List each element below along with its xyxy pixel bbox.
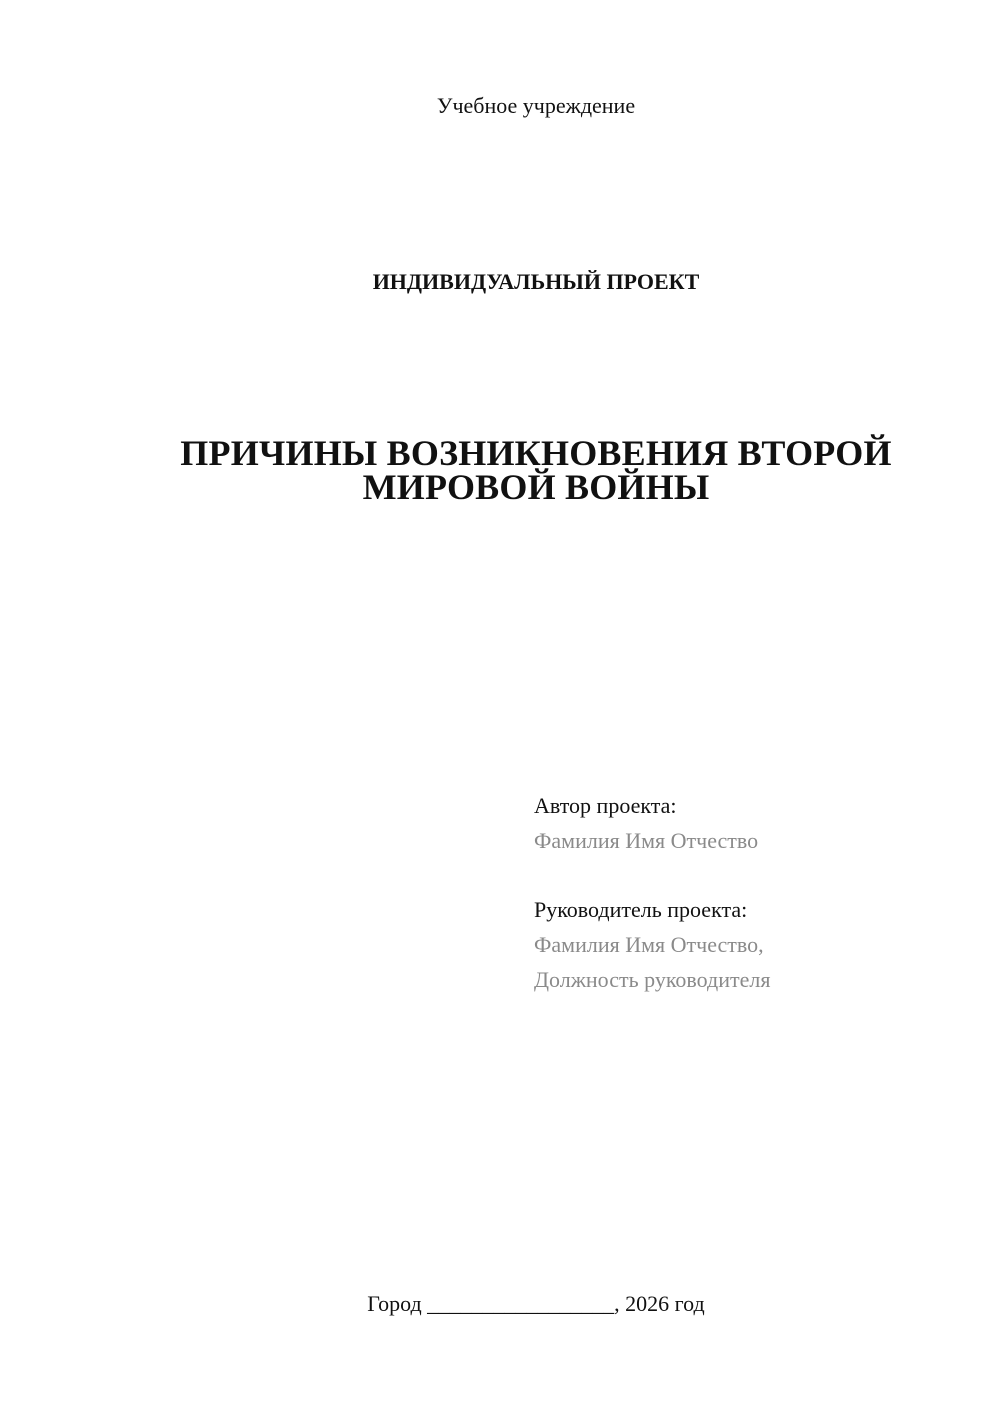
- project-title: [0, 433, 1000, 507]
- city-year-line: Город _________________, 2026 год: [367, 1291, 705, 1316]
- credits-spacer: [534, 858, 974, 892]
- document-type: ИНДИВИДУАЛЬНЫЙ ПРОЕКТ: [372, 269, 700, 294]
- credits-block: [534, 788, 974, 997]
- supervisor-name: Фамилия Имя Отчество,: [534, 932, 764, 957]
- supervisor-label: Руководитель проекта:: [534, 897, 748, 922]
- supervisor-position: Должность руководителя: [534, 967, 771, 992]
- author-name: Фамилия Имя Отчество: [534, 828, 759, 853]
- institution-name: Учебное учреждение: [436, 93, 636, 118]
- author-label: Автор проекта:: [534, 793, 677, 818]
- project-title-line-1: ПРИЧИНЫ ВОЗНИКНОВЕНИЯ ВТОРОЙ: [180, 433, 892, 473]
- project-title-line-2: МИРОВОЙ ВОЙНЫ: [362, 467, 710, 507]
